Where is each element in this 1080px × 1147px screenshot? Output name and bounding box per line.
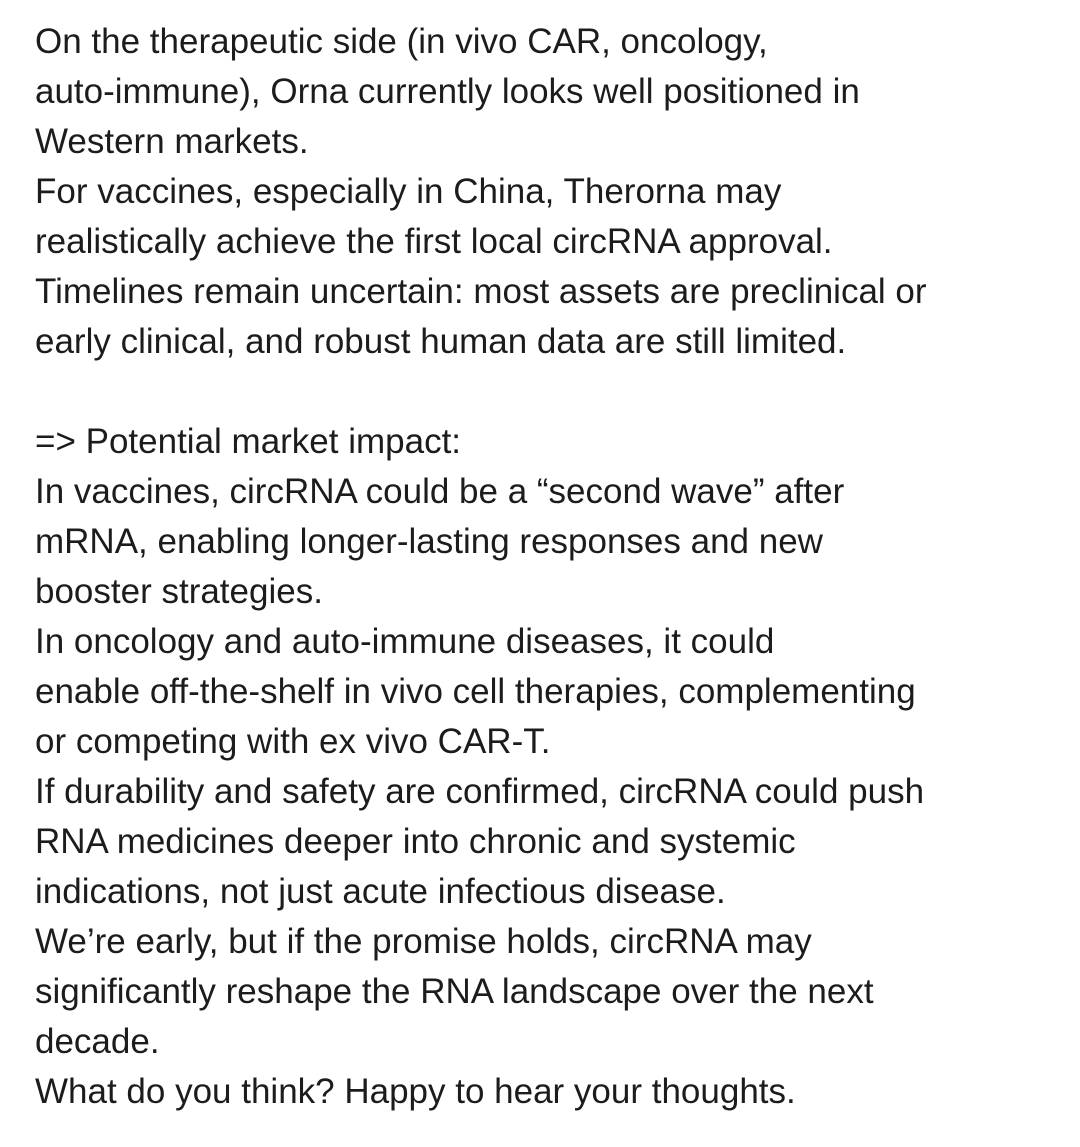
- post-text-line: realistically achieve the first local circRNA approval.: [35, 222, 833, 261]
- post-text-line: or competing with ex vivo CAR-T.: [35, 722, 551, 761]
- post-text-line: booster strategies.: [35, 572, 323, 611]
- post-text-line: In vaccines, circRNA could be a “second wave” after: [35, 472, 845, 511]
- post-text-line: decade.: [35, 1022, 160, 1061]
- post-text-line: indications, not just acute infectious disease.: [35, 872, 726, 911]
- impact-heading: => Potential market impact:: [35, 422, 462, 461]
- post-text-line: significantly reshape the RNA landscape over the next: [35, 972, 874, 1011]
- post-text-line: For vaccines, especially in China, Therorna may: [35, 172, 782, 211]
- post-text-line: Western markets.: [35, 122, 309, 161]
- post-text-line: We’re early, but if the promise holds, circRNA may: [35, 922, 812, 961]
- post-text-line: early clinical, and robust human data are still limited.: [35, 322, 847, 361]
- post-text-line: mRNA, enabling longer-lasting responses and new: [35, 522, 823, 561]
- post-text-line: If durability and safety are confirmed, circRNA could push: [35, 772, 925, 811]
- post-text-line: enable off-the-shelf in vivo cell therapies, complementing: [35, 672, 916, 711]
- post-text-line: Timelines remain uncertain: most assets are preclinical or: [35, 272, 927, 311]
- post-text-line: On the therapeutic side (in vivo CAR, oncology,: [35, 22, 768, 61]
- paragraph-spacer: [35, 367, 1055, 417]
- post-text-line: RNA medicines deeper into chronic and systemic: [35, 822, 796, 861]
- post-body: [35, 17, 1055, 1117]
- post-text-line: In oncology and auto-immune diseases, it could: [35, 622, 775, 661]
- closing-question: What do you think? Happy to hear your thoughts.: [35, 1072, 796, 1111]
- post-text-line: auto-immune), Orna currently looks well positioned in: [35, 72, 860, 111]
